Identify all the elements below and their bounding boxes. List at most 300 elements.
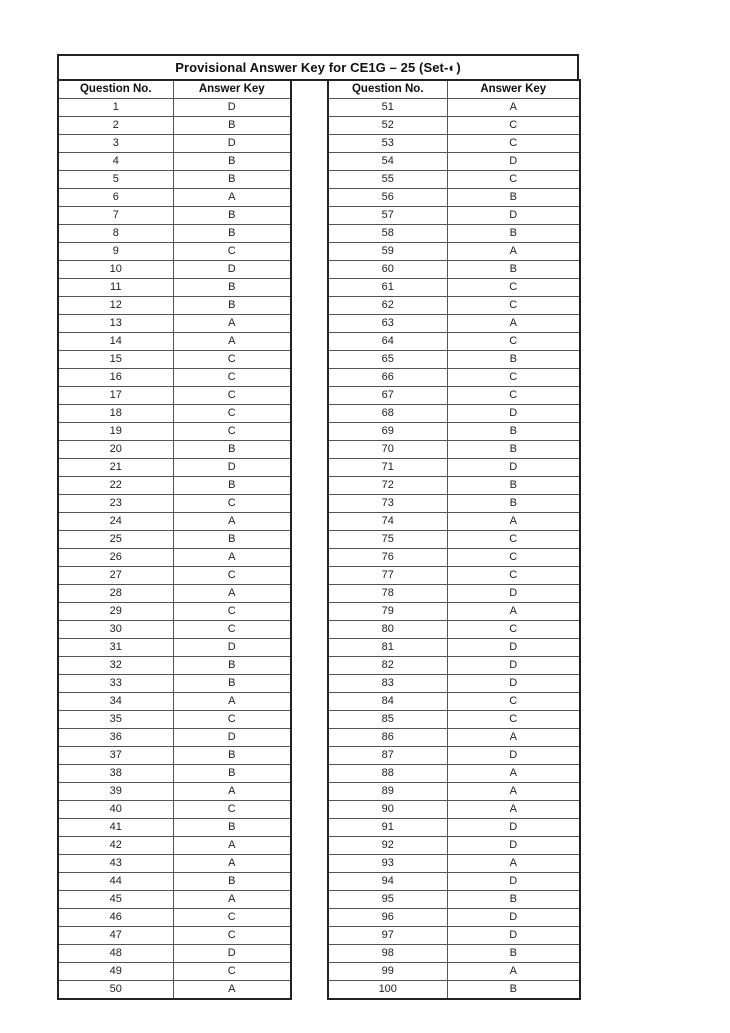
question-number-cell: 95 xyxy=(328,891,447,909)
question-number-cell: 57 xyxy=(328,207,447,225)
question-number-cell: 10 xyxy=(58,261,173,279)
question-number-cell: 16 xyxy=(58,369,173,387)
table-row xyxy=(328,441,580,459)
answer-key-cell: C xyxy=(447,567,580,585)
table-row xyxy=(58,909,291,927)
question-number-cell: 80 xyxy=(328,621,447,639)
answer-key-cell: C xyxy=(173,423,291,441)
question-no-header: Question No. xyxy=(328,80,447,99)
answer-key-cell: A xyxy=(173,549,291,567)
table-row xyxy=(328,477,580,495)
table-row xyxy=(58,531,291,549)
table-row xyxy=(58,585,291,603)
answer-key-cell: A xyxy=(447,855,580,873)
table-row xyxy=(58,279,291,297)
table-row xyxy=(58,621,291,639)
answer-key-cell: C xyxy=(173,243,291,261)
table-row xyxy=(328,567,580,585)
question-number-cell: 87 xyxy=(328,747,447,765)
table-row xyxy=(328,135,580,153)
answer-key-cell: B xyxy=(447,891,580,909)
answer-key-cell: D xyxy=(447,657,580,675)
question-number-cell: 27 xyxy=(58,567,173,585)
answer-key-cell: C xyxy=(447,531,580,549)
table-row xyxy=(328,531,580,549)
table-row xyxy=(328,351,580,369)
answer-key-cell: C xyxy=(447,135,580,153)
answer-key-cell: A xyxy=(173,189,291,207)
table-row xyxy=(58,441,291,459)
table-row xyxy=(328,801,580,819)
answer-key-cell: D xyxy=(173,261,291,279)
table-row xyxy=(58,765,291,783)
question-number-cell: 8 xyxy=(58,225,173,243)
question-number-cell: 46 xyxy=(58,909,173,927)
question-number-cell: 55 xyxy=(328,171,447,189)
question-number-cell: 99 xyxy=(328,963,447,981)
question-number-cell: 66 xyxy=(328,369,447,387)
table-row xyxy=(58,801,291,819)
page-title: Provisional Answer Key for CE1G – 25 (Set-◐) xyxy=(57,54,579,79)
table-row xyxy=(328,585,580,603)
answer-key-cell: B xyxy=(173,153,291,171)
table-row xyxy=(58,189,291,207)
answer-key-cell: A xyxy=(447,513,580,531)
table-row xyxy=(328,873,580,891)
table-row xyxy=(58,675,291,693)
table-row xyxy=(58,153,291,171)
answer-key-cell: B xyxy=(173,441,291,459)
table-row xyxy=(328,297,580,315)
question-number-cell: 29 xyxy=(58,603,173,621)
table-row xyxy=(58,117,291,135)
answer-key-cell: A xyxy=(173,783,291,801)
question-number-cell: 36 xyxy=(58,729,173,747)
question-number-cell: 92 xyxy=(328,837,447,855)
answer-key-cell: C xyxy=(447,369,580,387)
table-row xyxy=(328,171,580,189)
answer-key-cell: C xyxy=(447,549,580,567)
table-row xyxy=(328,837,580,855)
table-row xyxy=(328,963,580,981)
answer-key-cell: B xyxy=(173,477,291,495)
question-number-cell: 72 xyxy=(328,477,447,495)
question-number-cell: 37 xyxy=(58,747,173,765)
question-number-cell: 97 xyxy=(328,927,447,945)
table-header-row xyxy=(58,80,291,99)
answer-key-cell: D xyxy=(447,405,580,423)
table-row xyxy=(58,99,291,117)
table-row xyxy=(58,783,291,801)
answer-table-right xyxy=(327,79,581,1000)
table-row xyxy=(328,495,580,513)
table-row xyxy=(58,603,291,621)
table-row xyxy=(328,639,580,657)
table-row xyxy=(328,405,580,423)
question-number-cell: 82 xyxy=(328,657,447,675)
table-row xyxy=(58,369,291,387)
answer-key-cell: B xyxy=(447,351,580,369)
question-number-cell: 43 xyxy=(58,855,173,873)
answer-key-cell: C xyxy=(447,171,580,189)
answer-key-cell: C xyxy=(173,621,291,639)
answer-key-cell: C xyxy=(447,297,580,315)
answer-key-cell: D xyxy=(173,99,291,117)
question-number-cell: 39 xyxy=(58,783,173,801)
question-number-cell: 28 xyxy=(58,585,173,603)
answer-key-cell: B xyxy=(173,279,291,297)
answer-key-cell: C xyxy=(173,963,291,981)
answer-key-cell: D xyxy=(173,945,291,963)
table-row xyxy=(58,207,291,225)
question-number-cell: 56 xyxy=(328,189,447,207)
table-row xyxy=(58,261,291,279)
table-row xyxy=(328,189,580,207)
table-row xyxy=(328,333,580,351)
question-number-cell: 90 xyxy=(328,801,447,819)
answer-key-cell: A xyxy=(447,243,580,261)
question-number-cell: 76 xyxy=(328,549,447,567)
answer-key-cell: C xyxy=(447,711,580,729)
question-number-cell: 25 xyxy=(58,531,173,549)
answer-key-cell: C xyxy=(173,405,291,423)
answer-key-cell: D xyxy=(173,729,291,747)
answer-key-cell: C xyxy=(173,495,291,513)
question-number-cell: 78 xyxy=(328,585,447,603)
question-number-cell: 20 xyxy=(58,441,173,459)
question-number-cell: 98 xyxy=(328,945,447,963)
question-number-cell: 84 xyxy=(328,693,447,711)
question-number-cell: 31 xyxy=(58,639,173,657)
answer-key-cell: A xyxy=(173,891,291,909)
question-number-cell: 5 xyxy=(58,171,173,189)
question-number-cell: 68 xyxy=(328,405,447,423)
question-number-cell: 96 xyxy=(328,909,447,927)
table-row xyxy=(58,891,291,909)
answer-key-sheet xyxy=(57,54,579,997)
answer-key-cell: D xyxy=(173,459,291,477)
question-number-cell: 7 xyxy=(58,207,173,225)
answer-key-tables xyxy=(57,79,579,997)
answer-key-cell: A xyxy=(447,765,580,783)
table-row xyxy=(328,765,580,783)
answer-key-cell: D xyxy=(447,909,580,927)
table-row xyxy=(58,693,291,711)
answer-key-cell: C xyxy=(447,333,580,351)
table-row xyxy=(328,909,580,927)
question-number-cell: 79 xyxy=(328,603,447,621)
question-number-cell: 60 xyxy=(328,261,447,279)
answer-key-cell: D xyxy=(447,927,580,945)
question-number-cell: 58 xyxy=(328,225,447,243)
answer-key-cell: B xyxy=(447,189,580,207)
table-row xyxy=(328,369,580,387)
question-number-cell: 75 xyxy=(328,531,447,549)
question-number-cell: 22 xyxy=(58,477,173,495)
table-gap xyxy=(290,79,327,997)
table-header-row xyxy=(328,80,580,99)
question-number-cell: 50 xyxy=(58,981,173,1000)
table-row xyxy=(58,945,291,963)
table-row xyxy=(58,657,291,675)
table-row xyxy=(58,351,291,369)
question-number-cell: 9 xyxy=(58,243,173,261)
answer-key-cell: C xyxy=(447,621,580,639)
answer-key-cell: C xyxy=(173,801,291,819)
table-row xyxy=(328,225,580,243)
question-number-cell: 73 xyxy=(328,495,447,513)
table-row xyxy=(58,405,291,423)
question-number-cell: 49 xyxy=(58,963,173,981)
answer-key-cell: B xyxy=(173,819,291,837)
question-number-cell: 15 xyxy=(58,351,173,369)
question-number-cell: 24 xyxy=(58,513,173,531)
table-row xyxy=(328,279,580,297)
table-row xyxy=(58,747,291,765)
table-row xyxy=(58,837,291,855)
question-number-cell: 41 xyxy=(58,819,173,837)
table-row xyxy=(58,423,291,441)
answer-key-cell: A xyxy=(447,315,580,333)
table-row xyxy=(328,855,580,873)
answer-key-cell: B xyxy=(173,531,291,549)
answer-key-cell: C xyxy=(173,909,291,927)
question-number-cell: 44 xyxy=(58,873,173,891)
table-row xyxy=(328,315,580,333)
question-number-cell: 70 xyxy=(328,441,447,459)
question-number-cell: 17 xyxy=(58,387,173,405)
table-row xyxy=(328,549,580,567)
answer-key-cell: A xyxy=(173,693,291,711)
question-number-cell: 64 xyxy=(328,333,447,351)
answer-key-cell: A xyxy=(447,603,580,621)
question-number-cell: 59 xyxy=(328,243,447,261)
table-row xyxy=(328,513,580,531)
table-row xyxy=(328,819,580,837)
table-row xyxy=(328,603,580,621)
question-number-cell: 88 xyxy=(328,765,447,783)
answer-key-cell: B xyxy=(173,225,291,243)
question-number-cell: 32 xyxy=(58,657,173,675)
answer-key-cell: A xyxy=(173,315,291,333)
table-row xyxy=(58,711,291,729)
table-row xyxy=(58,225,291,243)
question-number-cell: 18 xyxy=(58,405,173,423)
answer-key-cell: D xyxy=(447,837,580,855)
answer-key-cell: B xyxy=(173,657,291,675)
table-row xyxy=(58,171,291,189)
table-row xyxy=(328,621,580,639)
answer-key-cell: A xyxy=(173,981,291,1000)
table-row xyxy=(328,423,580,441)
answer-key-cell: D xyxy=(447,207,580,225)
right-table-body xyxy=(328,99,580,1000)
table-row xyxy=(58,567,291,585)
answer-key-cell: A xyxy=(173,513,291,531)
answer-key-cell: C xyxy=(447,117,580,135)
answer-key-cell: B xyxy=(173,117,291,135)
question-number-cell: 30 xyxy=(58,621,173,639)
table-row xyxy=(328,675,580,693)
table-row xyxy=(58,387,291,405)
answer-key-cell: B xyxy=(173,207,291,225)
answer-key-cell: C xyxy=(173,603,291,621)
answer-key-cell: C xyxy=(173,387,291,405)
answer-key-cell: B xyxy=(447,225,580,243)
table-row xyxy=(58,243,291,261)
table-row xyxy=(328,945,580,963)
question-number-cell: 34 xyxy=(58,693,173,711)
table-row xyxy=(58,927,291,945)
answer-key-cell: C xyxy=(173,927,291,945)
answer-key-cell: D xyxy=(447,585,580,603)
table-row xyxy=(328,981,580,1000)
answer-key-cell: B xyxy=(173,765,291,783)
answer-key-cell: B xyxy=(173,873,291,891)
question-number-cell: 38 xyxy=(58,765,173,783)
question-number-cell: 86 xyxy=(328,729,447,747)
table-row xyxy=(328,207,580,225)
table-row xyxy=(328,927,580,945)
answer-key-cell: B xyxy=(447,423,580,441)
answer-key-cell: B xyxy=(447,945,580,963)
question-number-cell: 21 xyxy=(58,459,173,477)
table-row xyxy=(328,459,580,477)
answer-key-cell: A xyxy=(173,855,291,873)
table-row xyxy=(58,513,291,531)
table-row xyxy=(58,495,291,513)
question-number-cell: 81 xyxy=(328,639,447,657)
question-number-cell: 69 xyxy=(328,423,447,441)
table-row xyxy=(58,819,291,837)
answer-key-header: Answer Key xyxy=(173,80,291,99)
question-no-header: Question No. xyxy=(58,80,173,99)
answer-key-cell: D xyxy=(447,153,580,171)
answer-key-cell: A xyxy=(447,801,580,819)
table-row xyxy=(328,243,580,261)
table-row xyxy=(58,297,291,315)
answer-key-cell: C xyxy=(447,387,580,405)
question-number-cell: 6 xyxy=(58,189,173,207)
question-number-cell: 83 xyxy=(328,675,447,693)
question-number-cell: 94 xyxy=(328,873,447,891)
answer-key-cell: B xyxy=(447,981,580,1000)
table-row xyxy=(58,873,291,891)
table-row xyxy=(328,783,580,801)
question-number-cell: 1 xyxy=(58,99,173,117)
question-number-cell: 54 xyxy=(328,153,447,171)
answer-key-cell: D xyxy=(447,873,580,891)
table-row xyxy=(58,315,291,333)
table-row xyxy=(58,477,291,495)
question-number-cell: 26 xyxy=(58,549,173,567)
answer-key-cell: A xyxy=(173,585,291,603)
question-number-cell: 100 xyxy=(328,981,447,1000)
table-row xyxy=(58,855,291,873)
table-row xyxy=(58,459,291,477)
question-number-cell: 45 xyxy=(58,891,173,909)
question-number-cell: 13 xyxy=(58,315,173,333)
table-row xyxy=(328,747,580,765)
answer-key-cell: A xyxy=(173,333,291,351)
question-number-cell: 47 xyxy=(58,927,173,945)
answer-key-cell: A xyxy=(447,963,580,981)
answer-key-cell: B xyxy=(173,675,291,693)
question-number-cell: 23 xyxy=(58,495,173,513)
question-number-cell: 19 xyxy=(58,423,173,441)
table-row xyxy=(328,891,580,909)
table-row xyxy=(328,99,580,117)
question-number-cell: 67 xyxy=(328,387,447,405)
question-number-cell: 53 xyxy=(328,135,447,153)
answer-key-cell: D xyxy=(447,675,580,693)
question-number-cell: 91 xyxy=(328,819,447,837)
question-number-cell: 4 xyxy=(58,153,173,171)
table-row xyxy=(58,549,291,567)
answer-key-cell: A xyxy=(447,729,580,747)
question-number-cell: 12 xyxy=(58,297,173,315)
answer-key-cell: C xyxy=(447,279,580,297)
table-row xyxy=(328,153,580,171)
table-row xyxy=(328,657,580,675)
answer-key-cell: B xyxy=(173,171,291,189)
question-number-cell: 14 xyxy=(58,333,173,351)
table-row xyxy=(328,117,580,135)
question-number-cell: 33 xyxy=(58,675,173,693)
table-row xyxy=(58,981,291,1000)
question-number-cell: 3 xyxy=(58,135,173,153)
question-number-cell: 61 xyxy=(328,279,447,297)
question-number-cell: 65 xyxy=(328,351,447,369)
left-table-body xyxy=(58,99,291,1000)
table-row xyxy=(58,333,291,351)
answer-key-cell: A xyxy=(173,837,291,855)
table-row xyxy=(328,711,580,729)
answer-key-cell: D xyxy=(447,459,580,477)
answer-key-cell: D xyxy=(173,135,291,153)
question-number-cell: 11 xyxy=(58,279,173,297)
table-row xyxy=(328,693,580,711)
answer-table-left xyxy=(57,79,292,1000)
question-number-cell: 71 xyxy=(328,459,447,477)
answer-key-cell: A xyxy=(447,99,580,117)
question-number-cell: 42 xyxy=(58,837,173,855)
answer-key-cell: C xyxy=(173,567,291,585)
question-number-cell: 93 xyxy=(328,855,447,873)
question-number-cell: 89 xyxy=(328,783,447,801)
question-number-cell: 40 xyxy=(58,801,173,819)
answer-key-cell: B xyxy=(173,747,291,765)
answer-key-cell: B xyxy=(447,261,580,279)
question-number-cell: 51 xyxy=(328,99,447,117)
question-number-cell: 35 xyxy=(58,711,173,729)
answer-key-cell: D xyxy=(173,639,291,657)
table-row xyxy=(58,135,291,153)
table-row xyxy=(328,729,580,747)
question-number-cell: 52 xyxy=(328,117,447,135)
answer-key-cell: C xyxy=(447,693,580,711)
answer-key-cell: C xyxy=(173,351,291,369)
answer-key-header: Answer Key xyxy=(447,80,580,99)
question-number-cell: 48 xyxy=(58,945,173,963)
answer-key-cell: B xyxy=(447,441,580,459)
table-row xyxy=(58,639,291,657)
answer-key-cell: B xyxy=(173,297,291,315)
table-row xyxy=(58,963,291,981)
answer-key-cell: C xyxy=(173,369,291,387)
question-number-cell: 74 xyxy=(328,513,447,531)
answer-key-cell: A xyxy=(447,783,580,801)
